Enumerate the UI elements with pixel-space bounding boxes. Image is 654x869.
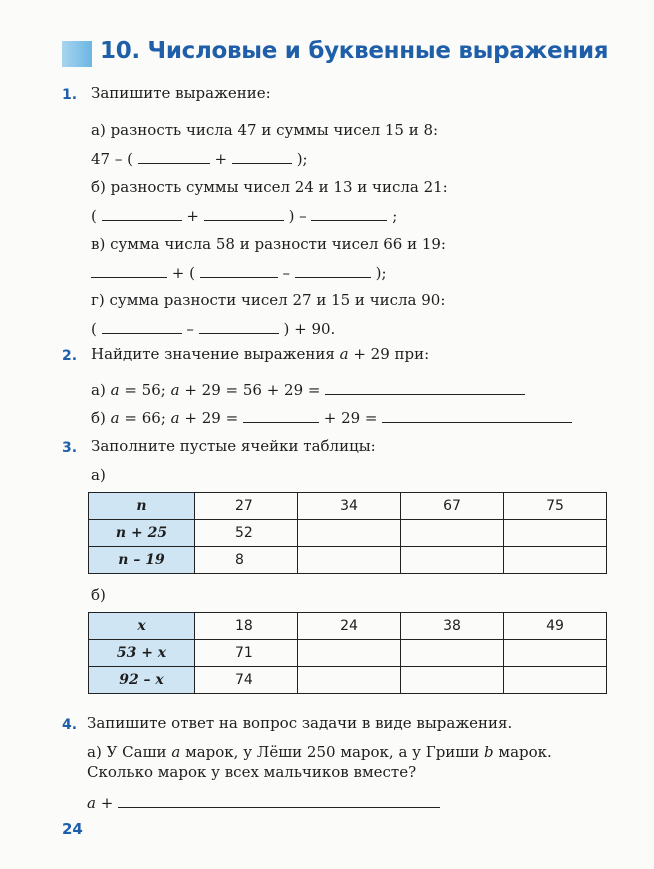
variable: a [339,345,349,363]
table-cell-empty[interactable] [401,640,504,667]
table-cell: 49 [504,613,607,640]
expr-part: б) [91,409,106,427]
task-number: 4. [62,717,78,733]
table-cell-empty[interactable] [401,667,504,694]
task-2b-expression [91,408,572,427]
table-a-label: а) [91,466,106,484]
answer-blank[interactable] [243,408,319,423]
table-cell-empty[interactable] [504,667,607,694]
expr-part: = 66; [124,409,166,427]
table-row [89,667,607,694]
task-4a-line1 [87,743,552,761]
table-row [89,547,607,574]
task-1a-text: а) разность числа 47 и суммы чисел 15 и 8: [91,121,439,139]
answer-blank[interactable] [91,263,167,278]
expr-part: + 29 = 56 + 29 = [184,381,321,399]
task-1b-expression [91,206,397,225]
expr-part: ( [91,207,97,225]
table-cell: 71 [195,640,298,667]
variable: a [170,409,180,427]
task-4a-line2: Сколько марок у всех мальчиков вместе? [87,763,417,781]
answer-blank[interactable] [138,149,210,164]
task-text [91,345,429,363]
variable: a [87,794,96,812]
answer-blank[interactable] [204,206,284,221]
expr-part: + ( [171,264,195,282]
answer-blank[interactable] [232,149,292,164]
expr-part: + [186,207,199,225]
expr-part: + [214,150,228,168]
expr-part: + 29 = [323,409,378,427]
row-header: n – 19 [89,547,195,574]
row-header: n [89,493,195,520]
table-cell: 52 [195,520,298,547]
expr-part: ); [375,264,387,282]
expr-part: 47 – ( [91,150,133,168]
text-part: а) У Саши [87,743,167,761]
table-cell-empty[interactable] [298,640,401,667]
expr-part: ) + 90. [283,320,336,338]
table-b-label: б) [91,586,106,604]
table-cell-empty[interactable] [401,547,504,574]
task-1c-expression [91,263,387,282]
section-marker [62,41,92,67]
task-text: Запишите ответ на вопрос задачи в виде выражения. [87,714,513,732]
task-text: Заполните пустые ячейки таблицы: [91,437,376,455]
task-1b-text: б) разность суммы чисел 24 и 13 и числа 21: [91,178,448,196]
task-text-main: Найдите значение выражения [91,345,335,363]
text-part: марок. [498,743,552,761]
page-number: 24 [62,820,83,838]
table-cell-empty[interactable] [298,547,401,574]
answer-blank[interactable] [118,793,440,808]
table-cell-empty[interactable] [504,520,607,547]
task-number: 2. [62,348,78,364]
answer-blank[interactable] [102,206,182,221]
table-b [88,612,607,694]
task-number: 3. [62,440,78,456]
task-text: Запишите выражение: [91,84,271,102]
table-cell: 24 [298,613,401,640]
task-1d-text: г) сумма разности чисел 27 и 15 и числа 90: [91,291,446,309]
table-cell: 38 [401,613,504,640]
variable: a [170,381,180,399]
table-cell: 74 [195,667,298,694]
task-number: 1. [62,87,78,103]
expr-part: = 56; [124,381,166,399]
table-cell: 75 [504,493,607,520]
table-cell-empty[interactable] [298,667,401,694]
expr-part: ( [91,320,97,338]
task-4a-answer [87,793,440,812]
expr-part: ) – [288,207,307,225]
answer-blank[interactable] [311,206,387,221]
task-text-rest: + 29 при: [353,345,430,363]
task-1a-expression [91,149,308,168]
table-cell: 27 [195,493,298,520]
answer-blank[interactable] [102,319,182,334]
expr-part: а) [91,381,106,399]
row-header: n + 25 [89,520,195,547]
variable: a [110,381,120,399]
table-row [89,640,607,667]
answer-blank[interactable] [199,319,279,334]
table-row [89,520,607,547]
table-cell: 67 [401,493,504,520]
expr-part: – [282,264,291,282]
task-1d-expression [91,319,335,338]
expr-part: + 29 = [184,409,239,427]
table-cell-empty[interactable] [401,520,504,547]
table-row [89,613,607,640]
table-cell: 18 [195,613,298,640]
table-cell: 34 [298,493,401,520]
table-a [88,492,607,574]
answer-blank[interactable] [295,263,371,278]
task-2a-expression [91,380,525,399]
variable: b [484,743,494,761]
row-header: 53 + x [89,640,195,667]
expr-part: ); [296,150,308,168]
row-header: 92 – x [89,667,195,694]
section-title: 10. Числовые и буквенные выражения [100,38,609,64]
text-part: марок, у Лёши 250 марок, а у Гриши [185,743,480,761]
answer-blank[interactable] [200,263,278,278]
task-1c-text: в) сумма числа 58 и разности чисел 66 и 19: [91,235,446,253]
variable: a [110,409,120,427]
expr-part: ; [392,207,398,225]
table-cell-empty[interactable] [298,520,401,547]
table-cell: 8 [195,547,298,574]
variable: a [171,743,181,761]
expr-part: – [186,320,194,338]
table-cell-empty[interactable] [504,640,607,667]
row-header: x [89,613,195,640]
answer-blank[interactable] [382,408,572,423]
table-row [89,493,607,520]
table-cell-empty[interactable] [504,547,607,574]
answer-blank[interactable] [325,380,525,395]
expr-part: + [100,794,114,812]
